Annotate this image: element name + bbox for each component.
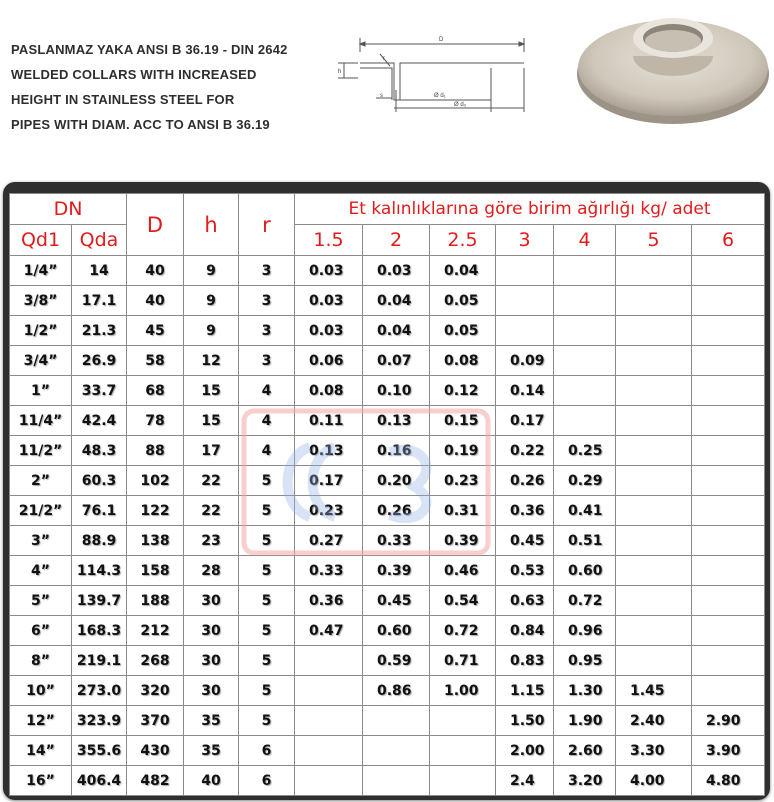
cell-weight: 0.17 bbox=[496, 406, 554, 436]
cell-weight bbox=[496, 286, 554, 316]
cell-weight bbox=[616, 436, 692, 466]
table-row bbox=[10, 706, 765, 736]
cell-weight: 0.39 bbox=[430, 526, 496, 556]
cell-r: 5 bbox=[239, 616, 295, 646]
drawing-label-s: s bbox=[380, 93, 383, 99]
cell-weight: 0.33 bbox=[363, 526, 430, 556]
cell-weight: 0.36 bbox=[496, 496, 554, 526]
col-header-r: r bbox=[239, 194, 295, 256]
cell-qd1: 3/8” bbox=[10, 286, 72, 316]
cell-weight bbox=[692, 616, 765, 646]
cell-h: 15 bbox=[184, 406, 239, 436]
cell-h: 35 bbox=[184, 706, 239, 736]
table-row bbox=[10, 586, 765, 616]
title-line: HEIGHT IN STAINLESS STEEL FOR bbox=[11, 92, 235, 107]
table-row bbox=[10, 556, 765, 586]
cell-weight: 0.08 bbox=[295, 376, 363, 406]
cell-weight bbox=[692, 466, 765, 496]
table-row bbox=[10, 616, 765, 646]
cell-weight: 0.17 bbox=[295, 466, 363, 496]
cell-r: 5 bbox=[239, 496, 295, 526]
drawing-label-h: h bbox=[338, 69, 342, 75]
cell-weight: 0.20 bbox=[363, 466, 430, 496]
table-row bbox=[10, 646, 765, 676]
cell-r: 5 bbox=[239, 706, 295, 736]
cell-weight: 1.15 bbox=[496, 676, 554, 706]
cell-qd1: 4” bbox=[10, 556, 72, 586]
cell-weight: 2.40 bbox=[616, 706, 692, 736]
cell-weight bbox=[295, 646, 363, 676]
cell-weight: 0.22 bbox=[496, 436, 554, 466]
cell-r: 3 bbox=[239, 346, 295, 376]
cell-r: 4 bbox=[239, 406, 295, 436]
cell-weight bbox=[363, 706, 430, 736]
cell-weight: 2.90 bbox=[692, 706, 765, 736]
cell-qda: 219.1 bbox=[72, 646, 127, 676]
cell-h: 22 bbox=[184, 496, 239, 526]
drawing-label-d1: Ø d₁ bbox=[434, 93, 446, 99]
cell-weight bbox=[692, 526, 765, 556]
cell-r: 5 bbox=[239, 676, 295, 706]
cell-qda: 139.7 bbox=[72, 586, 127, 616]
collar-technical-drawing bbox=[336, 30, 536, 120]
cell-qda: 21.3 bbox=[72, 316, 127, 346]
cell-d: 88 bbox=[127, 436, 184, 466]
cell-qda: 14 bbox=[72, 256, 127, 286]
cell-weight: 0.03 bbox=[295, 286, 363, 316]
cell-weight: 0.19 bbox=[430, 436, 496, 466]
cell-qd1: 14” bbox=[10, 736, 72, 766]
cell-weight: 0.12 bbox=[430, 376, 496, 406]
cell-qd1: 5” bbox=[10, 586, 72, 616]
cell-weight: 0.07 bbox=[363, 346, 430, 376]
cell-h: 28 bbox=[184, 556, 239, 586]
cell-weight: 2.4 bbox=[496, 766, 554, 796]
title-line: WELDED COLLARS WITH INCREASED bbox=[11, 67, 257, 82]
cell-h: 22 bbox=[184, 466, 239, 496]
cell-weight bbox=[430, 706, 496, 736]
cell-weight: 0.63 bbox=[496, 586, 554, 616]
cell-d: 430 bbox=[127, 736, 184, 766]
drawing-label-r: r bbox=[383, 56, 385, 62]
cell-weight: 0.26 bbox=[363, 496, 430, 526]
cell-weight bbox=[692, 256, 765, 286]
cell-r: 6 bbox=[239, 736, 295, 766]
cell-qda: 42.4 bbox=[72, 406, 127, 436]
cell-h: 9 bbox=[184, 286, 239, 316]
cell-weight bbox=[692, 376, 765, 406]
col-header-qd1: Qd1 bbox=[10, 225, 72, 256]
cell-weight: 0.27 bbox=[295, 526, 363, 556]
thickness-header: 5 bbox=[616, 225, 692, 256]
cell-weight: 0.84 bbox=[496, 616, 554, 646]
cell-weight bbox=[554, 256, 616, 286]
cell-h: 35 bbox=[184, 736, 239, 766]
cell-d: 102 bbox=[127, 466, 184, 496]
cell-weight: 0.16 bbox=[363, 436, 430, 466]
cell-weight: 0.06 bbox=[295, 346, 363, 376]
cell-weight: 0.29 bbox=[554, 466, 616, 496]
title-line: PIPES WITH DIAM. ACC TO ANSI B 36.19 bbox=[11, 117, 270, 132]
cell-h: 17 bbox=[184, 436, 239, 466]
title-line: PASLANMAZ YAKA ANSI B 36.19 - DIN 2642 bbox=[11, 42, 288, 57]
cell-qd1: 16” bbox=[10, 766, 72, 796]
cell-h: 30 bbox=[184, 646, 239, 676]
cell-weight: 0.08 bbox=[430, 346, 496, 376]
cell-weight: 4.00 bbox=[616, 766, 692, 796]
cell-r: 4 bbox=[239, 436, 295, 466]
cell-weight bbox=[363, 766, 430, 796]
cell-d: 58 bbox=[127, 346, 184, 376]
table-row bbox=[10, 346, 765, 376]
cell-weight: 0.46 bbox=[430, 556, 496, 586]
drawing-label-d3: Ø d₃ bbox=[454, 102, 467, 108]
cell-h: 30 bbox=[184, 616, 239, 646]
cell-weight bbox=[616, 376, 692, 406]
cell-weight: 0.14 bbox=[496, 376, 554, 406]
cell-h: 40 bbox=[184, 766, 239, 796]
cell-qda: 114.3 bbox=[72, 556, 127, 586]
col-header-d: D bbox=[127, 194, 184, 256]
cell-weight bbox=[616, 556, 692, 586]
cell-r: 3 bbox=[239, 316, 295, 346]
cell-r: 3 bbox=[239, 286, 295, 316]
cell-weight: 0.83 bbox=[496, 646, 554, 676]
cell-weight: 0.13 bbox=[295, 436, 363, 466]
table-row bbox=[10, 766, 765, 796]
cell-weight: 0.03 bbox=[295, 316, 363, 346]
cell-weight: 0.86 bbox=[363, 676, 430, 706]
cell-weight: 0.60 bbox=[554, 556, 616, 586]
drawing-label-d: D bbox=[439, 37, 444, 43]
cell-weight: 0.45 bbox=[363, 586, 430, 616]
thickness-header: 2 bbox=[363, 225, 430, 256]
cell-weight bbox=[692, 406, 765, 436]
cell-d: 212 bbox=[127, 616, 184, 646]
cell-weight: 0.23 bbox=[295, 496, 363, 526]
cell-weight bbox=[496, 256, 554, 286]
cell-weight bbox=[692, 586, 765, 616]
cell-weight: 1.30 bbox=[554, 676, 616, 706]
table-row bbox=[10, 316, 765, 346]
cell-weight: 0.59 bbox=[363, 646, 430, 676]
cell-weight bbox=[616, 256, 692, 286]
cell-weight: 0.41 bbox=[554, 496, 616, 526]
cell-weight: 1.90 bbox=[554, 706, 616, 736]
cell-r: 5 bbox=[239, 466, 295, 496]
cell-d: 188 bbox=[127, 586, 184, 616]
cell-qda: 76.1 bbox=[72, 496, 127, 526]
cell-weight: 0.36 bbox=[295, 586, 363, 616]
cell-weight: 4.80 bbox=[692, 766, 765, 796]
cell-d: 68 bbox=[127, 376, 184, 406]
cell-weight: 0.03 bbox=[295, 256, 363, 286]
cell-qda: 168.3 bbox=[72, 616, 127, 646]
col-header-h: h bbox=[184, 194, 239, 256]
cell-qd1: 2” bbox=[10, 466, 72, 496]
thickness-header: 3 bbox=[496, 225, 554, 256]
cell-qda: 17.1 bbox=[72, 286, 127, 316]
cell-qd1: 12” bbox=[10, 706, 72, 736]
cell-weight bbox=[616, 466, 692, 496]
cell-weight: 0.71 bbox=[430, 646, 496, 676]
cell-weight bbox=[496, 316, 554, 346]
cell-weight: 0.31 bbox=[430, 496, 496, 526]
cell-weight: 0.11 bbox=[295, 406, 363, 436]
cell-h: 9 bbox=[184, 256, 239, 286]
cell-d: 40 bbox=[127, 256, 184, 286]
cell-h: 23 bbox=[184, 526, 239, 556]
cell-weight: 3.90 bbox=[692, 736, 765, 766]
cell-weight: 0.05 bbox=[430, 316, 496, 346]
cell-qd1: 1/4” bbox=[10, 256, 72, 286]
cell-r: 6 bbox=[239, 766, 295, 796]
cell-weight: 0.15 bbox=[430, 406, 496, 436]
table-row bbox=[10, 676, 765, 706]
cell-weight: 0.10 bbox=[363, 376, 430, 406]
cell-weight: 0.53 bbox=[496, 556, 554, 586]
cell-weight: 0.04 bbox=[363, 286, 430, 316]
dn-header: DN bbox=[10, 194, 127, 225]
cell-weight bbox=[430, 736, 496, 766]
cell-weight: 3.30 bbox=[616, 736, 692, 766]
cell-weight bbox=[554, 346, 616, 376]
cell-weight bbox=[554, 286, 616, 316]
cell-weight: 0.04 bbox=[363, 316, 430, 346]
cell-weight bbox=[692, 316, 765, 346]
cell-weight bbox=[616, 646, 692, 676]
cell-d: 45 bbox=[127, 316, 184, 346]
cell-weight: 0.95 bbox=[554, 646, 616, 676]
cell-weight: 0.96 bbox=[554, 616, 616, 646]
cell-qd1: 11/2” bbox=[10, 436, 72, 466]
watermark-logo bbox=[240, 407, 492, 557]
cell-d: 78 bbox=[127, 406, 184, 436]
cell-weight: 0.05 bbox=[430, 286, 496, 316]
collar-product-image bbox=[574, 8, 772, 128]
thickness-header: 4 bbox=[554, 225, 616, 256]
cell-weight bbox=[295, 766, 363, 796]
cell-qd1: 6” bbox=[10, 616, 72, 646]
cell-weight bbox=[616, 616, 692, 646]
cell-qda: 88.9 bbox=[72, 526, 127, 556]
thickness-header: 2.5 bbox=[430, 225, 496, 256]
cell-h: 30 bbox=[184, 586, 239, 616]
cell-weight: 2.00 bbox=[496, 736, 554, 766]
cell-weight: 0.13 bbox=[363, 406, 430, 436]
cell-weight bbox=[295, 706, 363, 736]
cell-d: 320 bbox=[127, 676, 184, 706]
product-title bbox=[11, 37, 331, 137]
cell-d: 370 bbox=[127, 706, 184, 736]
cell-weight: 0.60 bbox=[363, 616, 430, 646]
cell-weight: 0.09 bbox=[496, 346, 554, 376]
cell-r: 5 bbox=[239, 646, 295, 676]
table-row bbox=[10, 256, 765, 286]
cell-weight: 0.23 bbox=[430, 466, 496, 496]
cell-d: 482 bbox=[127, 766, 184, 796]
cell-d: 138 bbox=[127, 526, 184, 556]
cell-qd1: 11/4” bbox=[10, 406, 72, 436]
cell-weight: 0.45 bbox=[496, 526, 554, 556]
cell-weight bbox=[363, 736, 430, 766]
table-row bbox=[10, 376, 765, 406]
cell-weight bbox=[616, 286, 692, 316]
cell-h: 15 bbox=[184, 376, 239, 406]
thickness-header: 6 bbox=[692, 225, 765, 256]
cell-weight: 0.25 bbox=[554, 436, 616, 466]
cell-qd1: 10” bbox=[10, 676, 72, 706]
cell-weight: 1.45 bbox=[616, 676, 692, 706]
cell-weight: 1.50 bbox=[496, 706, 554, 736]
thickness-header: 1.5 bbox=[295, 225, 363, 256]
cell-r: 5 bbox=[239, 526, 295, 556]
cell-qda: 355.6 bbox=[72, 736, 127, 766]
cell-weight: 2.60 bbox=[554, 736, 616, 766]
cell-weight bbox=[692, 436, 765, 466]
cell-weight bbox=[692, 496, 765, 526]
cell-weight bbox=[554, 316, 616, 346]
cell-weight: 0.54 bbox=[430, 586, 496, 616]
cell-r: 3 bbox=[239, 256, 295, 286]
cell-qd1: 1/2” bbox=[10, 316, 72, 346]
cell-r: 5 bbox=[239, 556, 295, 586]
cell-weight bbox=[692, 346, 765, 376]
weight-header: Et kalınlıklarına göre birim ağırlığı kg/ adet bbox=[295, 194, 765, 225]
cell-weight bbox=[692, 286, 765, 316]
table-row bbox=[10, 286, 765, 316]
cell-weight bbox=[616, 586, 692, 616]
cell-weight bbox=[616, 346, 692, 376]
cell-weight bbox=[692, 676, 765, 706]
cell-weight bbox=[616, 526, 692, 556]
cell-weight bbox=[616, 316, 692, 346]
cell-qd1: 3/4” bbox=[10, 346, 72, 376]
cell-qd1: 21/2” bbox=[10, 496, 72, 526]
cell-h: 12 bbox=[184, 346, 239, 376]
cell-weight: 0.47 bbox=[295, 616, 363, 646]
cell-qda: 406.4 bbox=[72, 766, 127, 796]
cell-weight: 0.04 bbox=[430, 256, 496, 286]
table-row bbox=[10, 736, 765, 766]
cell-weight bbox=[616, 496, 692, 526]
cell-qda: 26.9 bbox=[72, 346, 127, 376]
cell-d: 40 bbox=[127, 286, 184, 316]
cell-weight: 0.51 bbox=[554, 526, 616, 556]
cell-weight bbox=[554, 406, 616, 436]
cell-weight: 1.00 bbox=[430, 676, 496, 706]
col-header-qda: Qda bbox=[72, 225, 127, 256]
cell-weight: 0.33 bbox=[295, 556, 363, 586]
cell-qda: 323.9 bbox=[72, 706, 127, 736]
cell-d: 158 bbox=[127, 556, 184, 586]
cell-weight: 0.72 bbox=[554, 586, 616, 616]
cell-weight: 0.72 bbox=[430, 616, 496, 646]
cell-weight bbox=[692, 646, 765, 676]
cell-r: 5 bbox=[239, 586, 295, 616]
cell-qda: 60.3 bbox=[72, 466, 127, 496]
cell-qd1: 8” bbox=[10, 646, 72, 676]
cell-weight: 0.03 bbox=[363, 256, 430, 286]
cell-qda: 33.7 bbox=[72, 376, 127, 406]
cell-h: 30 bbox=[184, 676, 239, 706]
cell-weight: 3.20 bbox=[554, 766, 616, 796]
cell-h: 9 bbox=[184, 316, 239, 346]
cell-r: 4 bbox=[239, 376, 295, 406]
cell-qda: 48.3 bbox=[72, 436, 127, 466]
cell-weight: 0.26 bbox=[496, 466, 554, 496]
cell-weight bbox=[430, 766, 496, 796]
cell-weight bbox=[295, 676, 363, 706]
cell-d: 122 bbox=[127, 496, 184, 526]
cell-qd1: 3” bbox=[10, 526, 72, 556]
cell-weight bbox=[616, 406, 692, 436]
cell-weight: 0.39 bbox=[363, 556, 430, 586]
cell-weight bbox=[692, 556, 765, 586]
cell-qda: 273.0 bbox=[72, 676, 127, 706]
cell-d: 268 bbox=[127, 646, 184, 676]
cell-qd1: 1” bbox=[10, 376, 72, 406]
cell-weight bbox=[554, 376, 616, 406]
cell-weight bbox=[295, 736, 363, 766]
